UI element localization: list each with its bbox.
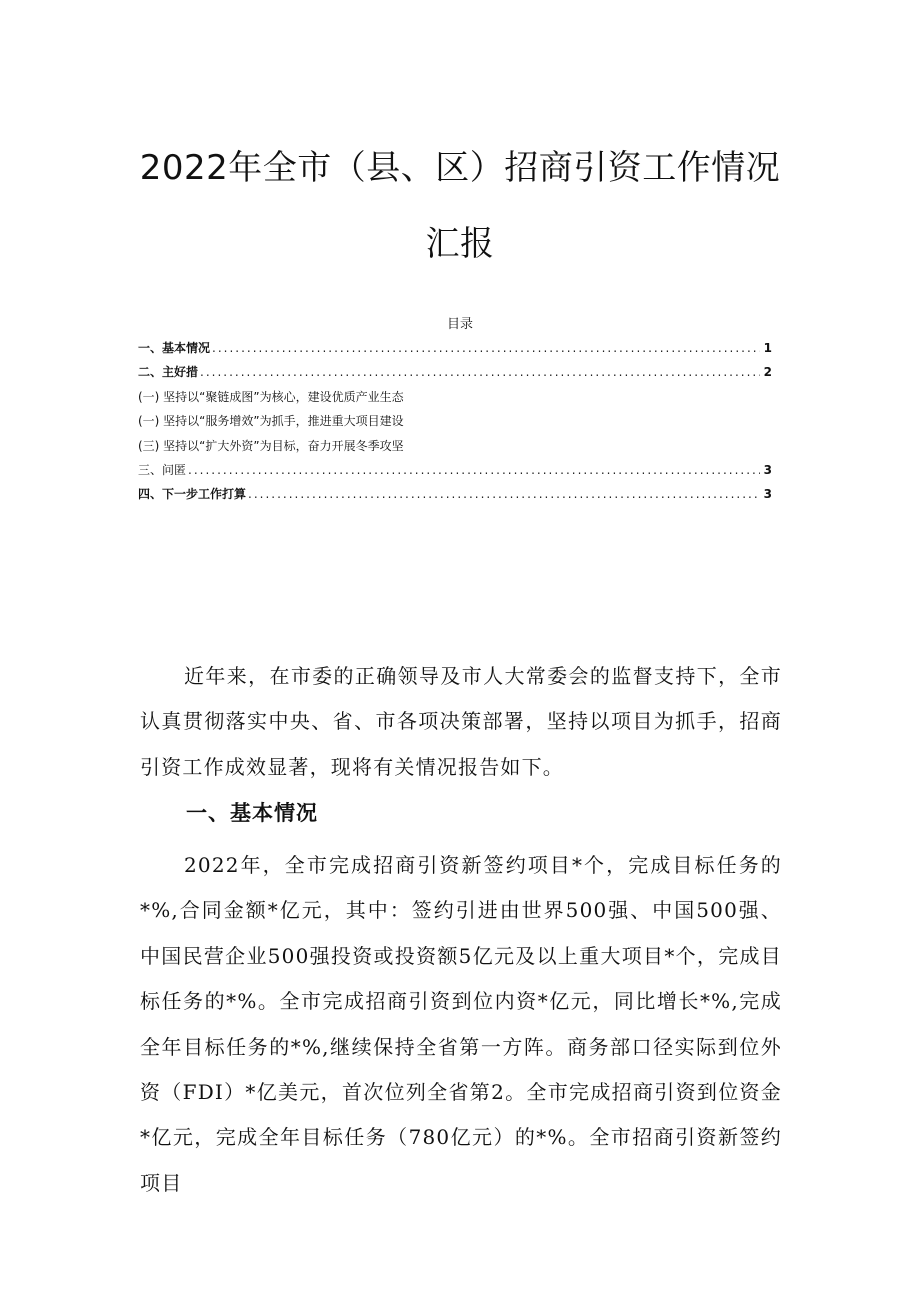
- toc-heading: 目录: [446, 317, 473, 332]
- toc-item-label: 二、主好措: [138, 365, 199, 380]
- document-title-line-1: 2022年全市（县、区）招商引资工作情况: [139, 148, 781, 188]
- document-title-line-2: 汇报: [425, 224, 495, 264]
- toc-item-page: 3: [763, 462, 772, 477]
- toc-item[interactable]: [138, 360, 772, 384]
- intro-paragraph: 近年来，在市委的正确领导及市人大常委会的监督支持下，全市认真贯彻落实中央、省、市各项决策部署，坚持以项目为抓手，招商引资工作成效显著，现将有关情况报告如下。: [140, 664, 782, 779]
- toc-item-label: (一) 坚持以“聚链成图”为核心，建设优质产业生态: [138, 389, 404, 404]
- toc-item-page: 1: [763, 341, 772, 355]
- toc-leader-dots: [212, 336, 760, 360]
- toc-item-label: (一) 坚持以“服务增效”为抓手，推进重大项目建设: [138, 414, 404, 429]
- toc-item-label: 一、基本情况: [138, 341, 211, 355]
- toc-item[interactable]: [138, 385, 772, 409]
- toc-item[interactable]: [138, 409, 772, 433]
- toc-leader-dots: [248, 482, 760, 506]
- toc-item-label: 三、问匿: [138, 462, 187, 477]
- toc-item-page: 2: [763, 365, 772, 380]
- toc-item[interactable]: [138, 336, 772, 360]
- toc-item-label: 四、下一步工作打算: [138, 487, 247, 502]
- table-of-contents: [138, 336, 772, 507]
- section1-paragraph: 2022年，全市完成招商引资新签约项目*个，完成目标任务的*%,合同金额*亿元，其中：签约引进由世界500强、中国500强、中国民营企业500强投资或投资额5亿元及以上重大项目*个，完成目标任务的*%。全市完成招商引资到位内资*亿元，同比增长*%,完成全年目标任务的*%,继续保持全省第一方阵。商务部口径实际到位外资（FDI）*亿美元，首次位列全省第2。全市完成招商引资到位资金*亿元，完成全年目标任务（780亿元）的*%。全市招商引资新签约项目: [140, 853, 782, 1195]
- section-heading-basic-situation: 一、基本情况: [186, 801, 318, 825]
- toc-item[interactable]: [138, 434, 772, 458]
- toc-item[interactable]: [138, 482, 772, 506]
- toc-item[interactable]: [138, 458, 772, 482]
- toc-item-page: 3: [763, 487, 772, 502]
- toc-item-label: (三) 坚持以“扩大外资”为目标，奋力开展冬季攻坚: [138, 438, 404, 453]
- toc-leader-dots: [188, 458, 760, 482]
- toc-leader-dots: [200, 360, 760, 384]
